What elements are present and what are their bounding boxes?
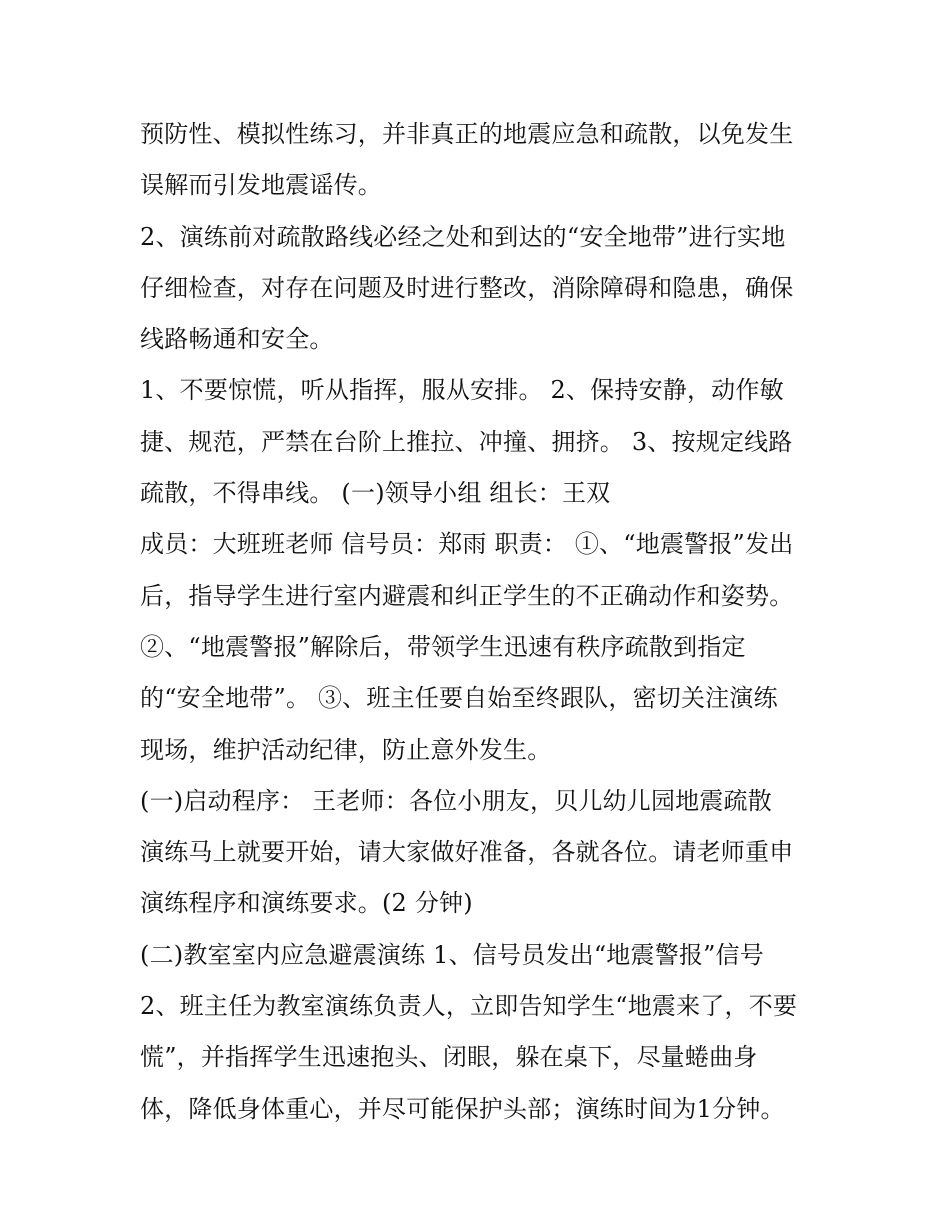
document-body [140,109,830,1135]
text-line: 仔细检查，对存在问题及时进行整改，消除障碍和隐患，确保 [140,273,794,302]
text-line: (二)教室室内应急避震演练 1、信号员发出“地震警报”信号 [140,940,764,969]
text-line: 现场，维护活动纪律，防止意外发生。 [140,735,552,764]
text-line: 疏散，不得串线。 (一)领导小组 组长：王双 [140,479,611,508]
text-line: 慌”，并指挥学生迅速抱头、闭眼，躲在桌下，尽量蜷曲身 [140,1043,758,1072]
text-line: 成员：大班班老师 信号员：郑雨 职责： ①、“地震警报”发出 [140,530,794,559]
text-line: 体，降低身体重心，并尽可能保护头部；演练时间为1分钟。 [140,1094,785,1123]
text-line: 线路畅通和安全。 [140,325,334,354]
text-line: 的“安全地带”。 ③、班主任要自始至终跟队，密切关注演练 [140,684,778,713]
text-line: 误解而引发地震谣传。 [140,171,382,200]
text-line: 预防性、模拟性练习，并非真正的地震应急和疏散，以免发生 [140,120,794,148]
text-line: 1、不要惊慌，听从指挥，服从安排。 2、保持安静，动作敏 [140,376,784,405]
text-line: 后，指导学生进行室内避震和纠正学生的不正确动作和姿势。 [140,581,794,610]
text-line: 演练程序和演练要求。(2 分钟) [140,889,473,918]
text-line: 2、演练前对疏散路线必经之处和到达的“安全地带”进行实地 [140,222,786,251]
text-line: 捷、规范，严禁在台阶上推拉、冲撞、拥挤。 3、按规定线路 [140,427,793,456]
text-line: (一)启动程序： 王老师：各位小朋友，贝儿幼儿园地震疏散 [140,786,772,815]
text-line: ②、“地震警报”解除后，带领学生迅速有秩序疏散到指定 [140,632,746,661]
text-line: 2、班主任为教室演练负责人，立即告知学生“地震来了，不要 [140,992,798,1021]
text-line: 演练马上就要开始，请大家做好准备，各就各位。请老师重申 [140,838,794,867]
